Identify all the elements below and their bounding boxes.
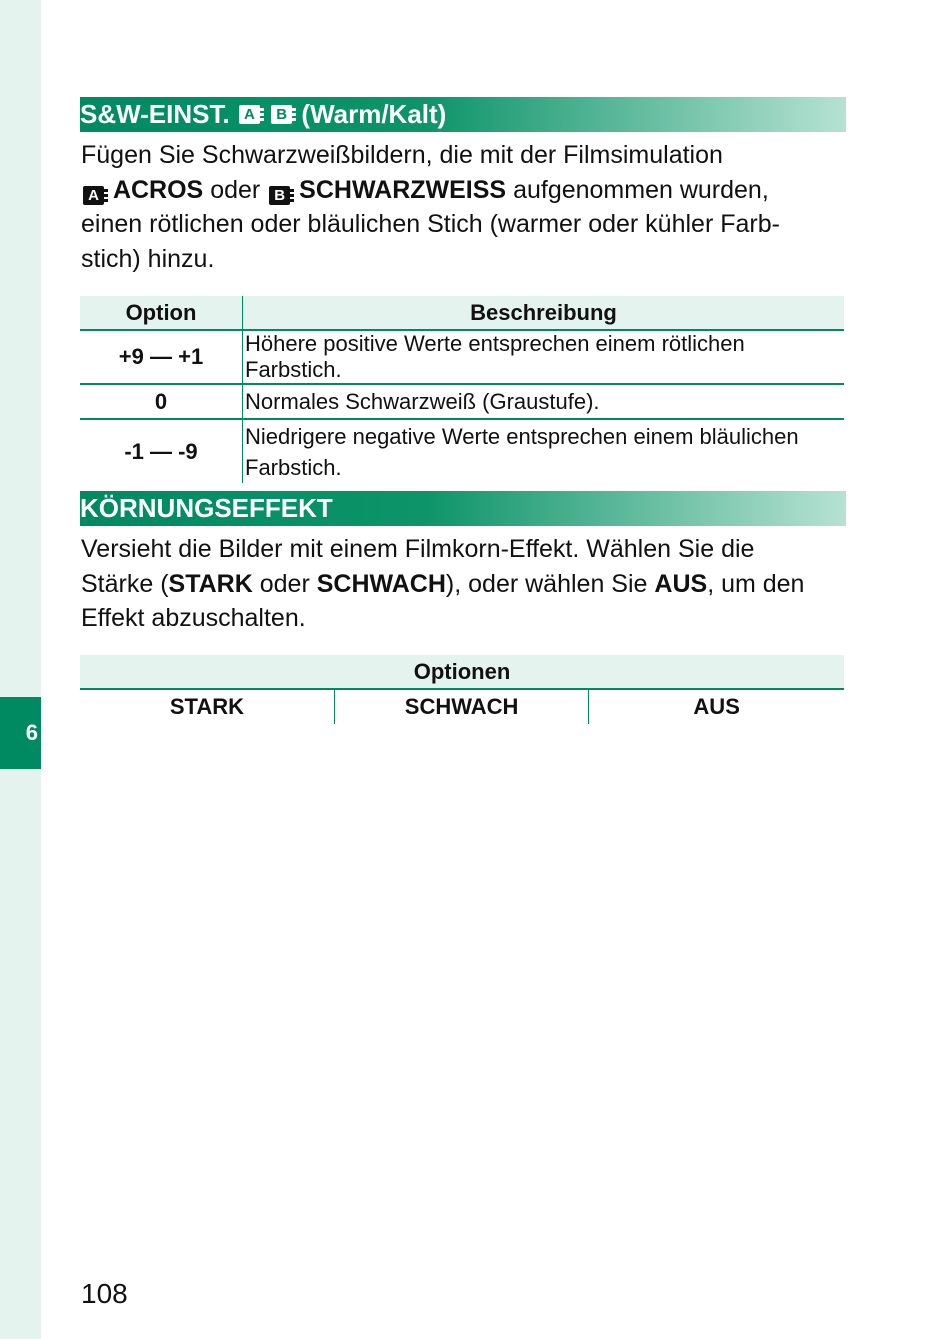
option-description: Niedrigere negative Werte entsprechen einem bläulichen Farbstich.	[245, 423, 799, 480]
option-strong: STARK	[168, 569, 253, 598]
monochrome-film-icon: B	[269, 186, 290, 205]
table-row	[80, 419, 844, 483]
option-description: Höhere positive Werte entsprechen einem rötlichen Farbstich.	[243, 330, 845, 384]
section-title-suffix: (Warm/Kalt)	[301, 99, 447, 129]
acros-film-icon: A	[239, 105, 260, 124]
table-header-option: Option	[80, 296, 243, 330]
monochrome-film-icon: B	[271, 105, 292, 124]
section-title-prefix: S&W-EINST.	[80, 99, 230, 129]
table-header-options: Optionen	[80, 655, 844, 689]
section-header-bw-adjust	[80, 97, 846, 132]
chapter-tab	[0, 697, 41, 769]
option-weak: SCHWACH	[316, 569, 446, 598]
table-header-description: Beschreibung	[243, 296, 845, 330]
section-title: KÖRNUNGSEFFEKT	[80, 493, 333, 523]
section1-description: Fügen Sie Schwarzweißbildern, die mit der Filmsimulation A ACROS oder B SCHWARZWEISS aufgenommen wurden, einen rötlichen oder bläulichen Stich (warmer oder kühler Farb- stich) hinzu.	[81, 141, 780, 273]
option-value: +9 — +1	[80, 330, 243, 384]
table-row	[80, 384, 844, 419]
bw-adjust-table	[80, 296, 844, 483]
option-cell: STARK	[169, 694, 245, 719]
table-row	[80, 689, 844, 724]
option-value: 0	[80, 384, 243, 419]
grain-options-table	[80, 655, 844, 724]
option-cell: AUS	[589, 689, 844, 724]
film-acros: ACROS	[112, 175, 204, 204]
option-off: AUS	[654, 569, 708, 598]
table-row	[80, 330, 844, 384]
option-value: -1 — -9	[80, 419, 243, 483]
side-band	[0, 0, 41, 1339]
chapter-number: 6	[25, 720, 38, 745]
film-monochrome: SCHWARZWEISS	[299, 175, 507, 204]
page-number: 108	[81, 1278, 128, 1309]
acros-film-icon: A	[83, 186, 104, 205]
section-header-grain-effect	[80, 491, 846, 526]
section2-description: Versieht die Bilder mit einem Filmkorn-Effekt. Wählen Sie die Stärke (STARK oder SCHWACH), oder wählen Sie AUS, um den Effekt abzuschalten.	[81, 535, 805, 632]
option-cell: SCHWACH	[334, 689, 588, 724]
option-description: Normales Schwarzweiß (Graustufe).	[243, 384, 845, 419]
